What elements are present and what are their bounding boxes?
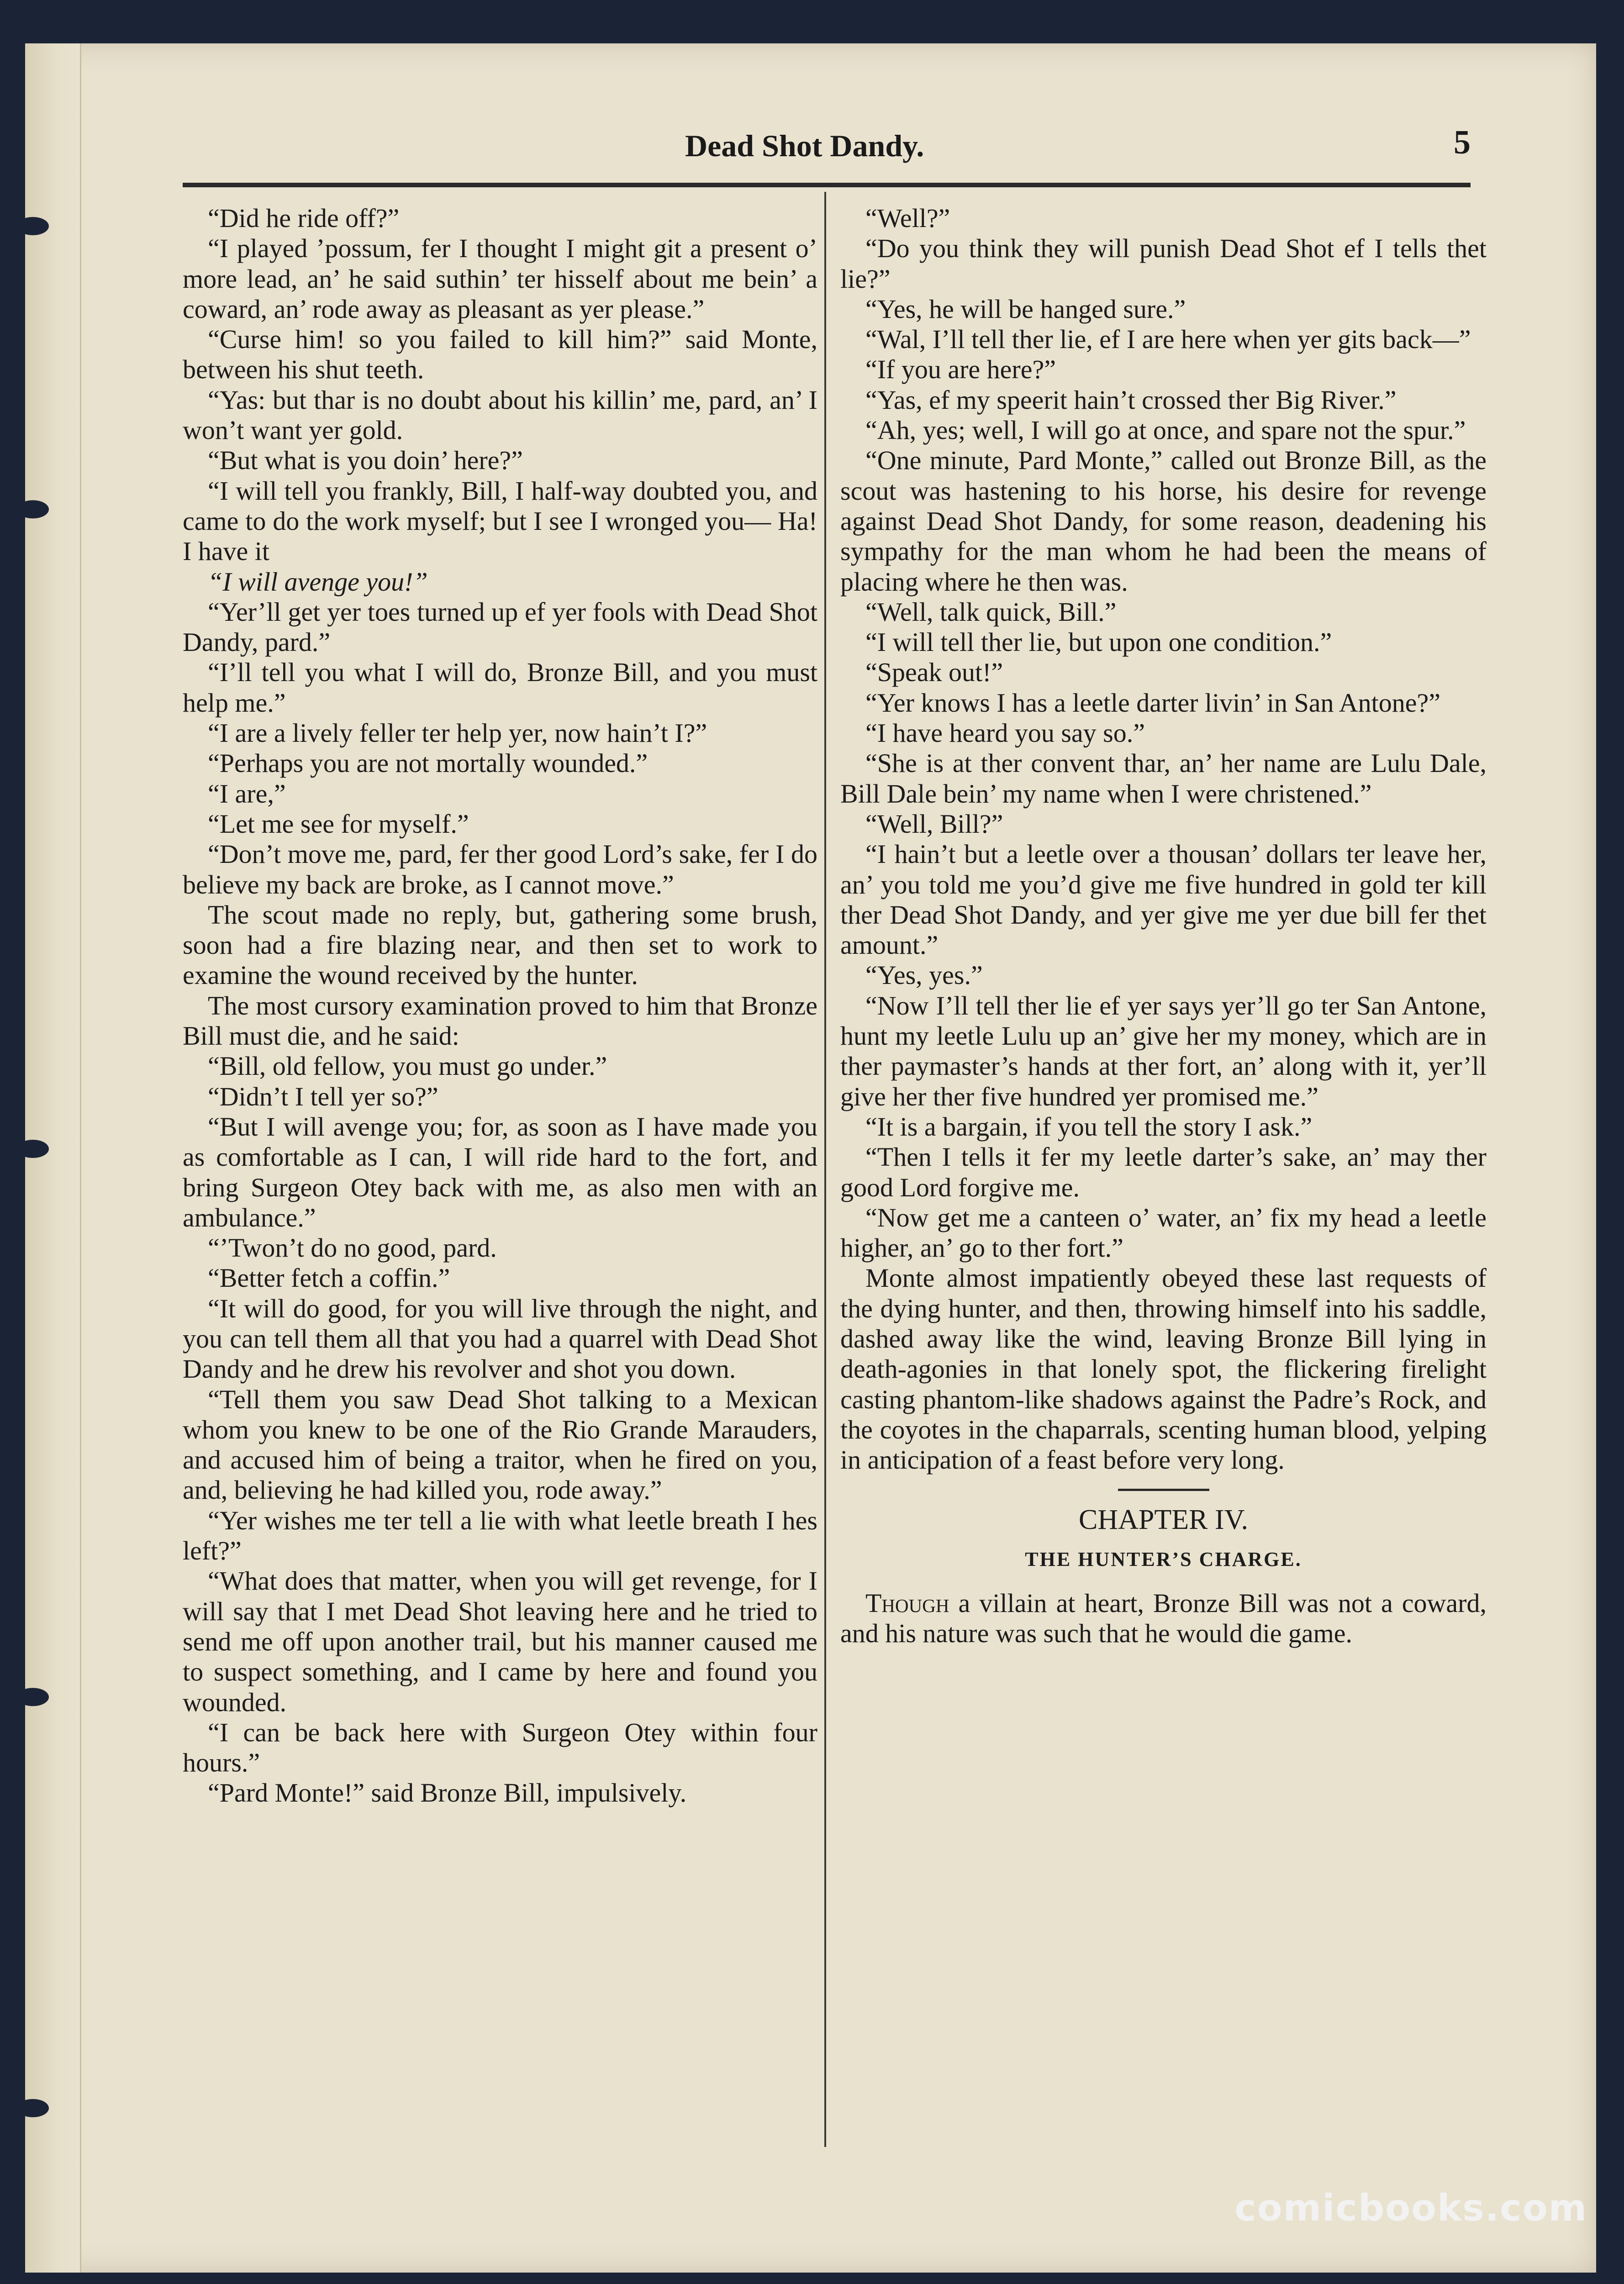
running-title: Dead Shot Dandy. <box>685 128 924 163</box>
paragraph: “She is at ther convent thar, an’ her name are Lulu Dale, Bill Dale bein’ my name when I were christened.” <box>840 748 1487 809</box>
paragraph: “What does that matter, when you will get revenge, for I will say that I met Dead Shot leaving here and he tried to send me off upon another trail, but his manner caused me to suspect something, and I came by here and found you wounded. <box>183 1566 817 1717</box>
paragraph: “I will tell ther lie, but upon one condition.” <box>865 627 1332 657</box>
paragraph: “Then I tells it fer my leetle darter’s sake, an’ may ther good Lord forgive me. <box>840 1142 1487 1202</box>
paragraph: “Now get me a canteen o’ water, an’ fix my head a leetle higher, an’ go to ther fort.” <box>840 1202 1487 1263</box>
paragraph: “I are a lively feller ter help yer, now hain’t I?” <box>208 718 707 748</box>
stitch-hole <box>17 1140 49 1158</box>
paragraph: “I played ’possum, fer I thought I might git a present o’ more lead, an’ he said suthin’ ter hisself about me bein’ a coward, an’ rode away as pleasant as yer please.” <box>183 233 817 324</box>
paragraph: “Did he ride off?” <box>208 203 400 233</box>
column-divider <box>824 192 826 2147</box>
paragraph: “It will do good, for you will live through the night, and you can tell them all that you had a quarrel with Dead Shot Dandy and he drew his revolver and shot you down. <box>183 1293 817 1384</box>
paragraph: The most cursory examination proved to him that Bronze Bill must die, and he said: <box>183 990 817 1051</box>
paragraph: “One minute, Pard Monte,” called out Bronze Bill, as the scout was hastening to his horse, his desire for revenge against Dead Shot Dandy, for some reason, deadening his sympathy for the man whom he had been the means of placing where he then was. <box>840 445 1487 597</box>
paragraph <box>183 567 817 597</box>
chapter-heading: CHAPTER IV. <box>1079 1504 1248 1536</box>
paragraph: “Yas, ef my speerit hain’t crossed ther Big River.” <box>865 385 1397 415</box>
paragraph: The scout made no reply, but, gathering some brush, soon had a fire blazing near, and then set to work to examine the wound received by the hunter. <box>183 899 817 990</box>
chapter-subtitle: THE HUNTER’S CHARGE. <box>1025 1548 1302 1570</box>
section-rule <box>1118 1489 1209 1491</box>
paragraph: “Didn’t I tell yer so?” <box>208 1081 438 1111</box>
paragraph: “Yer’ll get yer toes turned up ef yer fools with Dead Shot Dandy, pard.” <box>183 597 817 657</box>
header-rule <box>183 183 1471 187</box>
left-column <box>183 203 817 1808</box>
paragraph: “Bill, old fellow, you must go under.” <box>208 1051 607 1081</box>
stitch-hole <box>17 2099 49 2117</box>
paragraph: “I’ll tell you what I will do, Bronze Bill, and you must help me.” <box>183 657 817 718</box>
paragraph: “I are,” <box>208 778 286 809</box>
paragraph: “But I will avenge you; for, as soon as I have made you as comfortable as I can, I will ride hard to the fort, and bring Surgeon Otey back with me, as also men with an ambulance.” <box>183 1111 817 1232</box>
paragraph: “I hain’t but a leetle over a thousan’ dollars ter leave her, an’ you told me you’d give me five hundred in gold ter kill ther Dead Shot Dandy, and yer give me yer due bill fer thet amount.” <box>840 839 1487 960</box>
page-header <box>183 124 1471 183</box>
right-column <box>840 203 1487 1649</box>
paragraph: “Do you think they will punish Dead Shot ef I tells thet lie?” <box>840 233 1487 294</box>
paragraph: “’Twon’t do no good, pard. <box>208 1233 497 1263</box>
page-number: 5 <box>1454 124 1471 161</box>
paragraph: “Well, Bill?” <box>865 809 1003 839</box>
stitch-hole <box>17 1688 49 1706</box>
lead-word: Though <box>865 1588 949 1618</box>
paragraph: “Yer knows I has a leetle darter livin’ in San Antone?” <box>865 687 1441 718</box>
paragraph: “It is a bargain, if you tell the story I ask.” <box>865 1111 1313 1142</box>
stitch-hole <box>17 500 49 518</box>
paragraph: “I have heard you say so.” <box>865 718 1145 748</box>
paragraph: “Yes, he will be hanged sure.” <box>865 294 1186 324</box>
paragraph: “Perhaps you are not mortally wounded.” <box>208 748 648 778</box>
paragraph: “Pard Monte!” said Bronze Bill, impulsively. <box>208 1778 687 1808</box>
paragraph: “Yes, yes.” <box>865 960 983 990</box>
paragraph: “If you are here?” <box>865 354 1056 385</box>
page-spine <box>25 43 81 2273</box>
paragraph: “Wal, I’ll tell ther lie, ef I are here when yer gits back—” <box>865 324 1471 354</box>
paragraph: “I will tell you frankly, Bill, I half-way doubted you, and came to do the work myself; but I see I wronged you— Ha! I have it <box>183 476 817 566</box>
paragraph: “Well?” <box>865 203 950 233</box>
paragraph: “Now I’ll tell ther lie ef yer says yer’ll go ter San Antone, hunt my leetle Lulu up an’ give her my money, which are in ther paymaster’s hands at ther fort, an’ along with it, yer’ll give her ther five hundred yer promised me.” <box>840 990 1487 1111</box>
paragraph: “Speak out!” <box>865 657 1003 687</box>
paragraph: “Tell them you saw Dead Shot talking to a Mexican whom you knew to be one of the Rio Grande Marauders, and accused him of being a traitor, when he fired on you, and, believing he had killed you, rode away.” <box>183 1384 817 1505</box>
paragraph: “Let me see for myself.” <box>208 809 469 839</box>
chapter-opening-paragraph <box>840 1588 1487 1649</box>
watermark: comicbooks.com <box>1234 2187 1587 2229</box>
paragraph: “I can be back here with Surgeon Otey within four hours.” <box>183 1717 817 1778</box>
paragraph: “Ah, yes; well, I will go at once, and spare not the spur.” <box>865 415 1466 445</box>
paragraph: Monte almost impatiently obeyed these last requests of the dying hunter, and then, throwing himself into his saddle, dashed away like the wind, leaving Bronze Bill lying in death-agonies in that lonely spot, the flickering firelight casting phantom-like shadows against the Padre’s Rock, and the coyotes in the chaparrals, scenting human blood, yelping in anticipation of a feast before very long. <box>840 1263 1487 1475</box>
italic-quote: “I will avenge you!” <box>208 566 428 597</box>
opening-text: a villain at heart, Bronze Bill was not a coward, and his nature was such that he would die game. <box>840 1588 1487 1649</box>
paragraph: “But what is you doin’ here?” <box>208 445 523 476</box>
paragraph: “Well, talk quick, Bill.” <box>865 597 1117 627</box>
paragraph: “Yas: but thar is no doubt about his killin’ me, pard, an’ I won’t want yer gold. <box>183 385 817 445</box>
paragraph: “Don’t move me, pard, fer ther good Lord’s sake, fer I do believe my back are broke, as I cannot move.” <box>183 839 817 899</box>
paragraph: “Curse him! so you failed to kill him?” said Monte, between his shut teeth. <box>183 324 817 385</box>
paragraph: “Yer wishes me ter tell a lie with what leetle breath I hes left?” <box>183 1505 817 1566</box>
stitch-hole <box>17 217 49 235</box>
paragraph: “Better fetch a coffin.” <box>208 1263 450 1293</box>
